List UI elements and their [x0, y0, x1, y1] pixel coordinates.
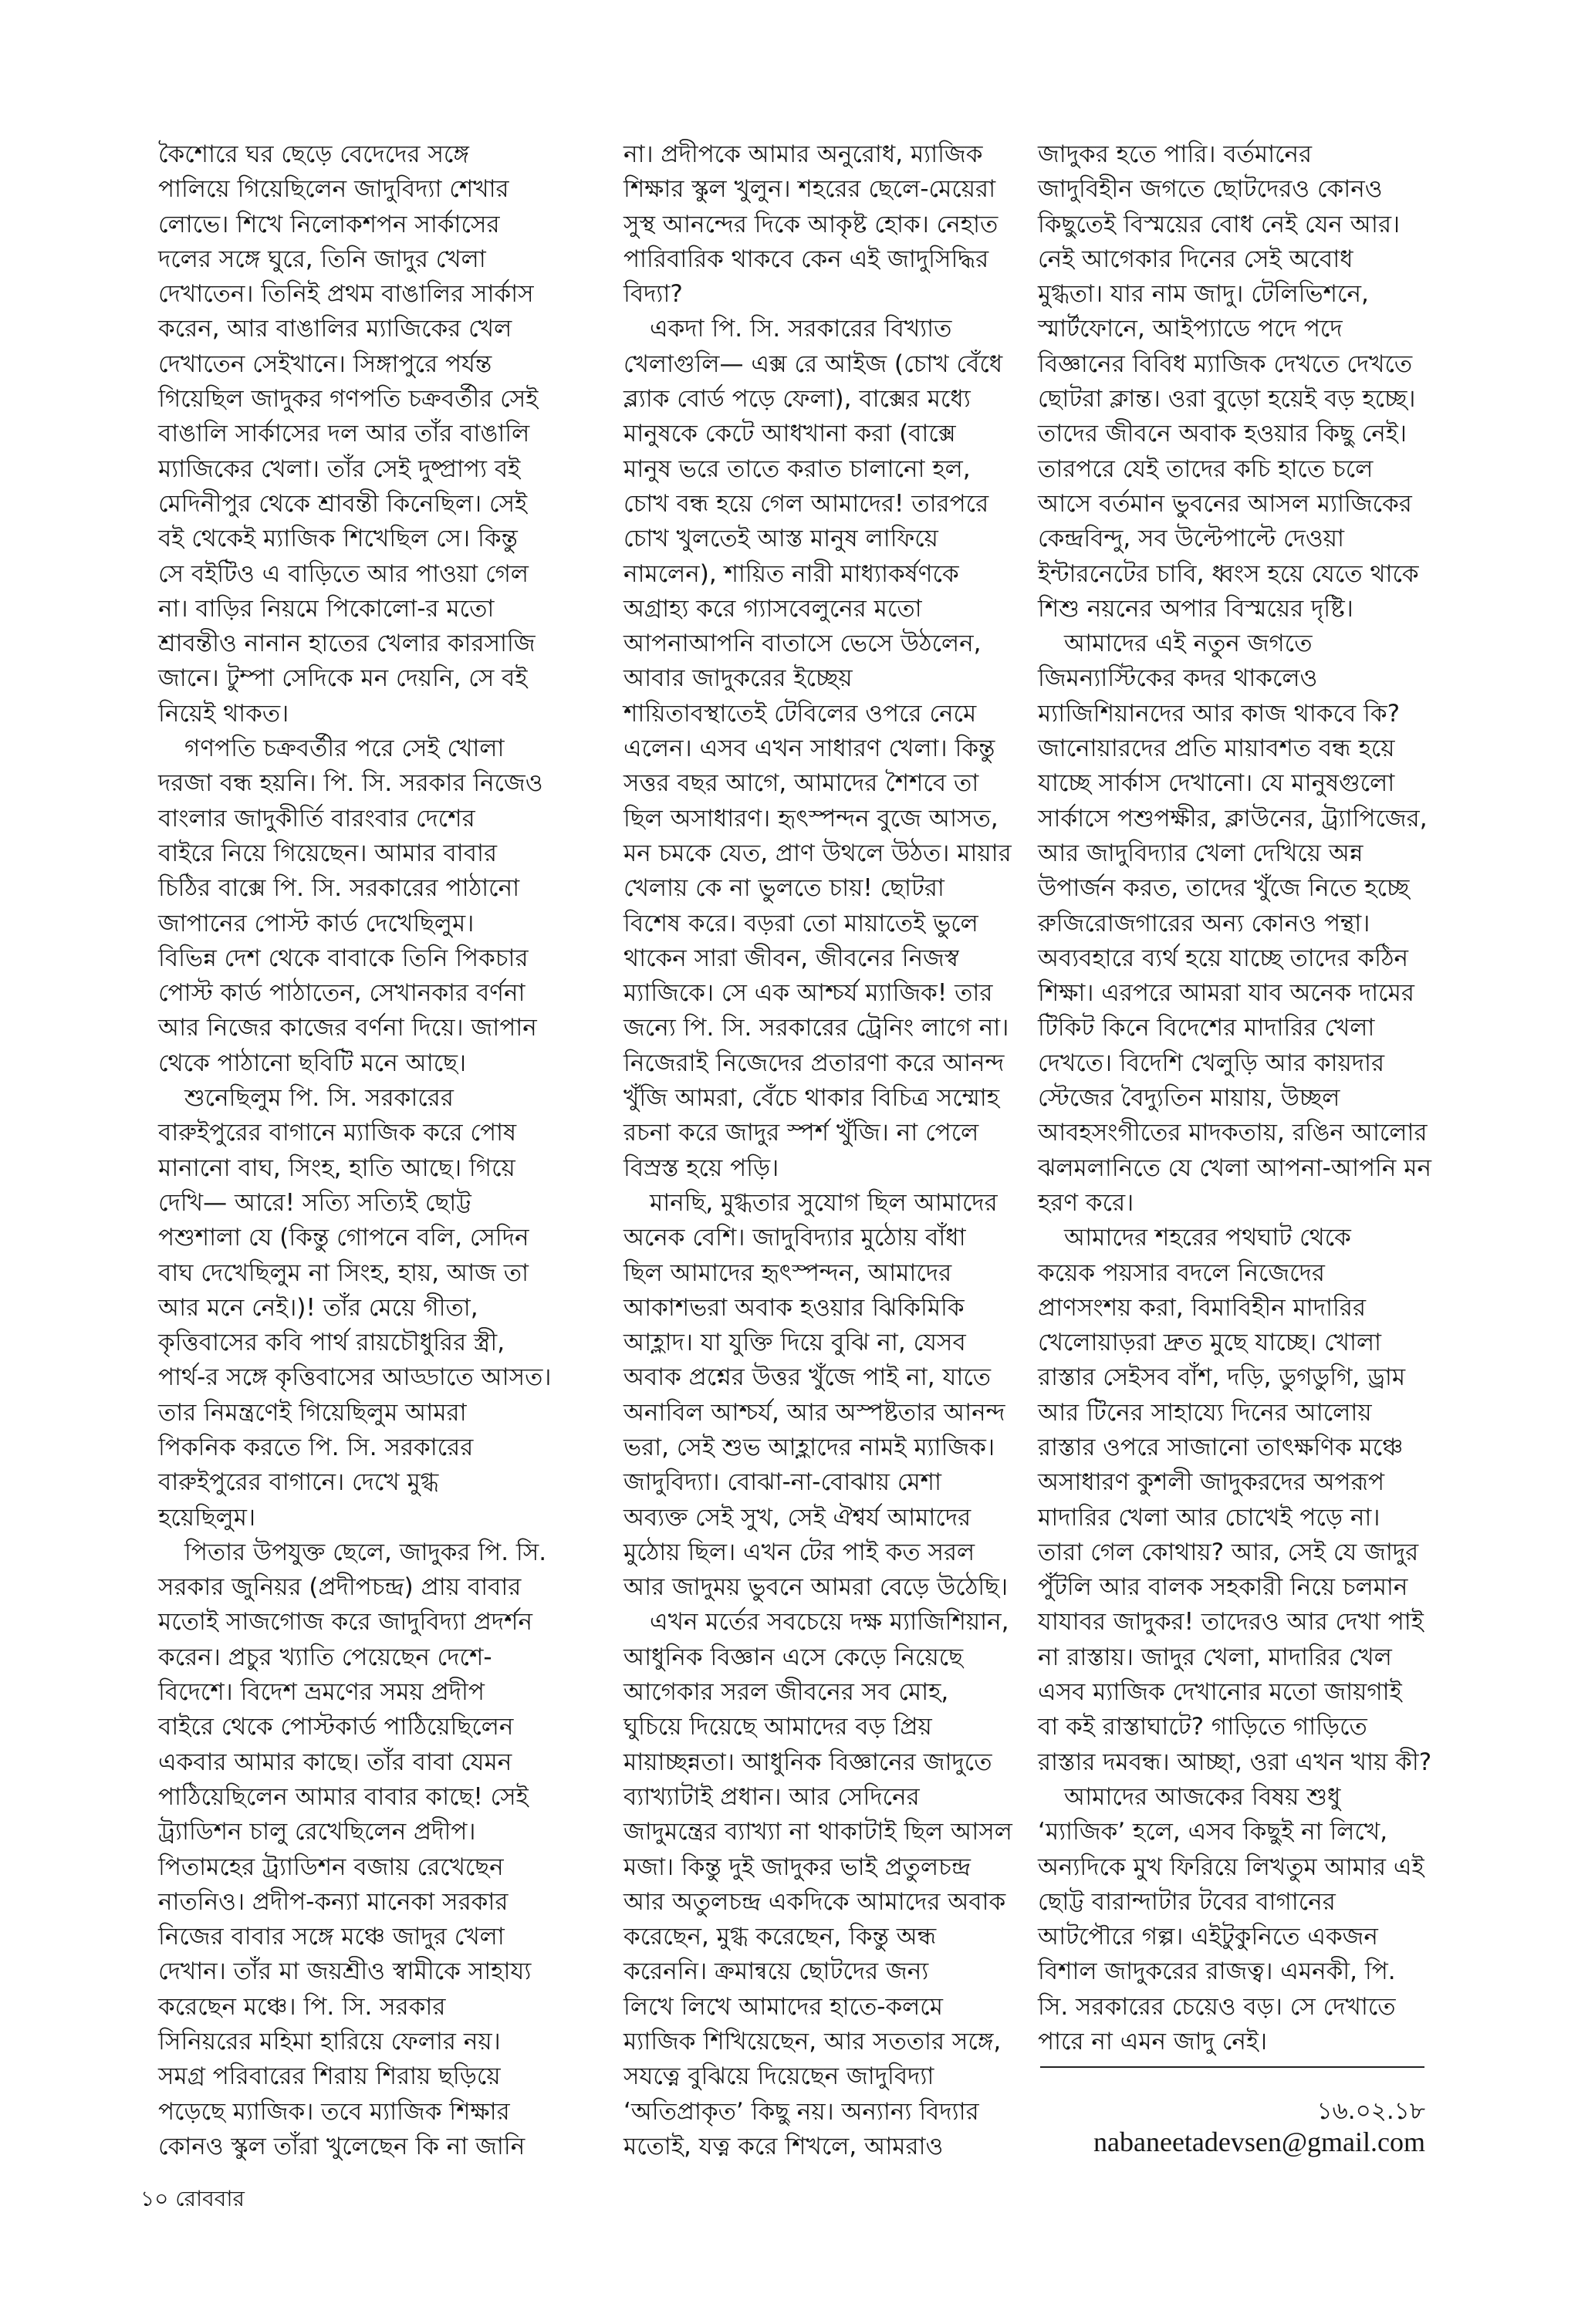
- text-line: বাঙালি সার্কাসের দল আর তাঁর বাঙালি: [158, 420, 530, 448]
- text-line: আধুনিক বিজ্ঞান এসে কেড়ে নিয়েছে: [623, 1643, 963, 1671]
- text-line: অসাধারণ কুশলী জাদুকরদের অপরূপ: [1038, 1468, 1385, 1497]
- text-line: ঝলমলানিতে যে খেলা আপনা-আপনি মন: [1038, 1154, 1431, 1182]
- author-email: nabaneetadevsen@gmail.com: [1093, 2126, 1425, 2157]
- text-line: রাস্তার দমবন্ধ। আচ্ছা, ওরা এখন খায় কী?: [1038, 1748, 1432, 1776]
- text-line: না। প্রদীপকে আমার অনুরোধ, ম্যাজিক: [623, 140, 983, 168]
- text-line: ‘ম্যাজিক’ হলে, এসব কিছুই না লিখে,: [1038, 1818, 1388, 1846]
- text-line: দেখি— আরে! সত্যি সত্যিই ছোট্ট: [158, 1188, 471, 1217]
- text-line: জাদুকর হতে পারি। বর্তমানের: [1038, 140, 1313, 168]
- text-line: আমাদের আজকের বিষয় শুধু: [1064, 1782, 1341, 1811]
- text-line: আবহসংগীতের মাদকতায়, রঙিন আলোর: [1038, 1119, 1428, 1147]
- text-line: মাদারির খেলা আর চোখেই পড়ে না।: [1038, 1503, 1380, 1532]
- text-line: মেদিনীপুর থেকে শ্রাবন্তী কিনেছিল। সেই: [158, 489, 528, 518]
- paragraph: [623, 137, 999, 312]
- text-line: পাঠিয়েছিলেন আমার বাবার কাছে! সেই: [158, 1782, 529, 1811]
- text-line: পড়েছে ম্যাজিক। তবে ম্যাজিক শিক্ষার: [158, 2097, 510, 2126]
- text-line: স্টেজের বৈদ্যুতিন মায়ায়, উচ্ছল: [1038, 1084, 1340, 1113]
- text-line: চোখ খুলতেই আস্ত মানুষ লাফিয়ে: [623, 525, 938, 553]
- text-line: আবার জাদুকরের ইচ্ছেয়: [623, 664, 853, 693]
- text-line: থেকে পাঠানো ছবিটি মনে আছে।: [158, 1049, 467, 1077]
- text-line: কৈশোরে ঘর ছেড়ে বেদেদের সঙ্গে: [158, 140, 469, 168]
- text-line: কোনও স্কুল তাঁরা খুলেছেন কি না জানি: [158, 2132, 525, 2160]
- text-line: বাঘ দেখেছিলুম না সিংহ, হায়, আজ তা: [158, 1258, 529, 1287]
- text-line: করেছেন মঞ্চে। পি. সি. সরকার: [158, 1992, 446, 2021]
- text-line: একবার আমার কাছে। তাঁর বাবা যেমন: [158, 1748, 512, 1776]
- text-line: ম্যাজিক শিখিয়েছেন, আর সততার সঙ্গে,: [623, 2028, 1002, 2056]
- text-line: অবাক প্রশ্নের উত্তর খুঁজে পাই না, যাতে: [623, 1363, 992, 1392]
- text-line: মুঠোয় ছিল। এখন টের পাই কত সরল: [623, 1538, 975, 1566]
- text-line: বারুইপুরের বাগানে ম্যাজিক করে পোষ: [158, 1119, 517, 1147]
- paragraph: [158, 1535, 552, 2164]
- text-line: আর নিজের কাজের বর্ণনা দিয়ে। জাপান: [158, 1014, 537, 1042]
- text-line: ছিল আমাদের হৃৎস্পন্দন, আমাদের: [623, 1258, 952, 1287]
- text-line: শুনেছিলুম পি. সি. সরকারের: [184, 1084, 454, 1113]
- text-line: তার নিমন্ত্রণেই গিয়েছিলুম আমরা: [158, 1398, 467, 1427]
- article-column-2: [623, 137, 1012, 2164]
- text-line: অব্যক্ত সেই সুখ, সেই ঐশ্বর্য আমাদের: [623, 1503, 972, 1532]
- page-footer: [140, 2182, 245, 2218]
- text-line: শ্রাবন্তীও নানান হাতের খেলার কারসাজি: [158, 630, 536, 658]
- text-line: আসে বর্তমান ভুবনের আসল ম্যাজিকের: [1038, 489, 1412, 518]
- text-line: ঘুচিয়ে দিয়েছে আমাদের বড় প্রিয়: [623, 1713, 932, 1741]
- text-line: আটপৌরে গল্প। এইটুকুনিতে একজন: [1038, 1923, 1378, 1951]
- text-line: নিয়েই থাকত।: [158, 699, 289, 728]
- text-line: উপার্জন করত, তাদের খুঁজে নিতে হচ্ছে: [1038, 874, 1410, 903]
- text-line: দেখতে। বিদেশি খেলুড়ি আর কায়দার: [1038, 1049, 1385, 1077]
- text-line: জাদুবিহীন জগতে ছোটদেরও কোনও: [1038, 175, 1383, 204]
- text-line: তারা গেল কোথায়? আর, সেই যে জাদুর: [1038, 1538, 1419, 1566]
- text-line: এসব ম্যাজিক দেখানোর মতো জায়গাই: [1038, 1678, 1402, 1707]
- text-line: না রাস্তায়। জাদুর খেলা, মাদারির খেল: [1038, 1643, 1392, 1671]
- text-line: পিতার উপযুক্ত ছেলে, জাদুকর পি. সি.: [184, 1538, 547, 1566]
- text-line: পারে না এমন জাদু নেই।: [1038, 2028, 1268, 2056]
- text-line: সত্তর বছর আগে, আমাদের শৈশবে তা: [623, 769, 979, 798]
- text-line: দলের সঙ্গে ঘুরে, তিনি জাদুর খেলা: [158, 245, 486, 273]
- text-line: অনাবিল আশ্চর্য, আর অস্পষ্টতার আনন্দ: [623, 1398, 1005, 1427]
- text-line: মুগ্ধতা। যার নাম জাদু। টেলিভিশনে,: [1038, 280, 1369, 309]
- text-line: সযত্নে বুঝিয়ে দিয়েছেন জাদুবিদ্যা: [623, 2062, 934, 2091]
- text-line: ট্র্যাডিশন চালু রেখেছিলেন প্রদীপ।: [158, 1818, 476, 1846]
- text-line: কৃত্তিবাসের কবি পার্থ রায়চৌধুরির স্ত্রী,: [158, 1329, 505, 1357]
- article-column-1: [158, 137, 552, 2164]
- text-line: অব্যবহারে ব্যর্থ হয়ে যাচ্ছে তাদের কঠিন: [1038, 944, 1409, 972]
- text-line: করেন। প্রচুর খ্যাতি পেয়েছেন দেশে-: [158, 1643, 492, 1671]
- text-line: এলেন। এসব এখন সাধারণ খেলা। কিন্তু: [623, 735, 995, 763]
- paragraph: [158, 731, 552, 1081]
- text-line: হয়েছিলুম।: [158, 1503, 256, 1532]
- text-line: মতোই সাজগোজ করে জাদুবিদ্যা প্রদর্শন: [158, 1608, 533, 1637]
- text-line: করেন, আর বাঙালির ম্যাজিকের খেল: [158, 315, 512, 343]
- paragraph: [623, 312, 1012, 1185]
- text-line: বিভিন্ন দেশ থেকে বাবাকে তিনি পিকচার: [158, 944, 529, 972]
- text-line: জন্যে পি. সি. সরকারের ট্রেনিং লাগে না।: [623, 1014, 1009, 1042]
- text-line: যাচ্ছে সার্কাস দেখানো। যে মানুষগুলো: [1038, 769, 1395, 798]
- text-line: টিকিট কিনে বিদেশের মাদারির খেলা: [1038, 1014, 1375, 1042]
- text-line: গিয়েছিল জাদুকর গণপতি চক্রবর্তীর সেই: [158, 385, 539, 414]
- paragraph: [1038, 627, 1431, 1221]
- text-line: পোস্ট কার্ড পাঠাতেন, সেখানকার বর্ণনা: [158, 979, 525, 1008]
- paragraph: [623, 1605, 1012, 2164]
- text-line: বাংলার জাদুকীর্তি বারংবার দেশের: [158, 804, 475, 833]
- text-line: পালিয়ে গিয়েছিলেন জাদুবিদ্যা শেখার: [158, 175, 509, 204]
- text-line: শিশু নয়নের অপার বিস্ময়ের দৃষ্টি।: [1038, 594, 1353, 623]
- text-line: ম্যাজিকে। সে এক আশ্চর্য ম্যাজিক! তার: [623, 979, 993, 1008]
- text-line: জাদুমন্ত্রের ব্যাখ্যা না থাকাটাই ছিল আসল: [623, 1818, 1012, 1846]
- text-line: করেছেন, মুগ্ধ করেছেন, কিন্তু অন্ধ: [623, 1923, 937, 1951]
- text-line: পশুশালা যে (কিন্তু গোপনে বলি, সেদিন: [158, 1224, 529, 1252]
- text-line: বিদেশে। বিদেশ ভ্রমণের সময় প্রদীপ: [158, 1678, 485, 1707]
- text-line: দেখান। তাঁর মা জয়শ্রীও স্বামীকে সাহায্য: [158, 1957, 532, 1986]
- text-line: সুস্থ আনন্দের দিকে আকৃষ্ট হোক। নেহাত: [623, 210, 999, 238]
- article-date: ১৬.০২.১৮: [1316, 2097, 1425, 2125]
- text-line: কয়েক পয়সার বদলে নিজেদের: [1038, 1258, 1325, 1287]
- text-line: জানোয়ারদের প্রতি মায়াবশত বন্ধ হয়ে: [1038, 735, 1395, 763]
- text-line: নামলেন), শায়িত নারী মাধ্যাকর্ষণকে: [623, 559, 959, 588]
- text-line: মতোই, যত্ন করে শিখলে, আমরাও: [623, 2132, 944, 2160]
- text-line: পার্থ-র সঙ্গে কৃত্তিবাসের আড্ডাতে আসত।: [158, 1363, 552, 1392]
- text-line: করেননি। ক্রমান্বয়ে ছোটদের জন্য: [623, 1957, 929, 1986]
- text-line: মানুষ ভরে তাতে করাত চালানো হল,: [623, 454, 971, 483]
- text-line: বিশেষ করে। বড়রা তো মায়াতেই ভুলে: [623, 909, 978, 937]
- text-line: বিজ্ঞানের বিবিধ ম্যাজিক দেখতে দেখতে: [1038, 350, 1413, 378]
- text-line: লোভে। শিখে নিলোকশপন সার্কাসের: [158, 210, 500, 238]
- text-line: ব্ল্যাক বোর্ড পড়ে ফেলা), বাক্সের মধ্যে: [623, 385, 971, 414]
- text-line: ছোটরা ক্লান্ত। ওরা বুড়ো হয়েই বড় হচ্ছে।: [1038, 385, 1416, 414]
- text-line: ছিল অসাধারণ। হৃৎস্পন্দন বুজে আসত,: [623, 804, 999, 833]
- text-line: রাস্তার ওপরে সাজানো তাৎক্ষণিক মঞ্চে: [1038, 1433, 1404, 1461]
- text-line: কিছুতেই বিস্ময়ের বোধ নেই যেন আর।: [1038, 210, 1401, 238]
- text-line: মন চমকে যেত, প্রাণ উথলে উঠত। মায়ার: [623, 839, 1012, 867]
- text-line: বাইরে নিয়ে গিয়েছেন। আমার বাবার: [158, 839, 498, 867]
- text-line: ভরা, সেই শুভ আহ্লাদের নামই ম্যাজিক।: [623, 1433, 995, 1461]
- text-line: সমগ্র পরিবারের শিরায় শিরায় ছড়িয়ে: [158, 2062, 501, 2091]
- text-line: মজা। কিন্তু দুই জাদুকর ভাই প্রতুলচন্দ্র: [623, 1853, 971, 1881]
- text-line: বারুইপুরের বাগানে। দেখে মুগ্ধ: [158, 1468, 439, 1497]
- text-line: জানে। টুম্পা সেদিকে মন দেয়নি, সে বই: [158, 664, 528, 693]
- page-number: ১০: [140, 2186, 169, 2211]
- text-line: ছোট্ট বারান্দাটার টবের বাগানের: [1038, 1887, 1336, 1916]
- text-line: সি. সরকারের চেয়েও বড়। সে দেখাতে: [1038, 1992, 1396, 2021]
- signoff-divider: [1040, 2066, 1424, 2068]
- text-line: তারপরে যেই তাদের কচি হাতে চলে: [1038, 454, 1374, 483]
- text-line: যাযাবর জাদুকর! তাদেরও আর দেখা পাই: [1038, 1608, 1424, 1637]
- text-line: বিশাল জাদুকরের রাজত্ব। এমনকী, পি.: [1038, 1957, 1396, 1986]
- text-line: জাপানের পোস্ট কার্ড দেখেছিলুম।: [158, 909, 475, 937]
- text-line: পারিবারিক থাকবে কেন এই জাদুসিদ্ধির: [623, 245, 989, 273]
- paragraph: [1038, 137, 1431, 627]
- text-line: কেন্দ্রবিন্দু, সব উল্টেপাল্টে দেওয়া: [1038, 525, 1344, 553]
- text-line: ম্যাজিশিয়ানদের আর কাজ থাকবে কি?: [1038, 699, 1401, 728]
- text-line: বাইরে থেকে পোস্টকার্ড পাঠিয়েছিলেন: [158, 1713, 514, 1741]
- text-line: ম্যাজিকের খেলা। তাঁর সেই দুষ্প্রাপ্য বই: [158, 454, 521, 483]
- text-line: স্মার্টফোনে, আইপ্যাডে পদে পদে: [1038, 315, 1343, 343]
- magazine-name: রোববার: [175, 2186, 245, 2211]
- text-line: খেলায় কে না ভুলতে চায়! ছোটরা: [623, 874, 944, 903]
- text-line: খুঁজি আমরা, বেঁচে থাকার বিচিত্র সম্মোহ: [623, 1084, 1000, 1113]
- paragraph: [158, 1081, 552, 1535]
- text-line: সরকার জুনিয়র (প্রদীপচন্দ্র) প্রায় বাবার: [158, 1573, 522, 1602]
- text-line: আহ্লাদ। যা যুক্তি দিয়ে বুঝি না, যেসব: [623, 1329, 966, 1357]
- text-line: অনেক বেশি। জাদুবিদ্যার মুঠোয় বাঁধা: [623, 1224, 966, 1252]
- text-line: লিখে লিখে আমাদের হাতে-কলমে: [623, 1992, 943, 2021]
- text-line: আমাদের এই নতুন জগতে: [1064, 630, 1313, 658]
- text-line: রচনা করে জাদুর স্পর্শ খুঁজি। না পেলে: [623, 1119, 979, 1147]
- text-line: মায়াচ্ছন্নতা। আধুনিক বিজ্ঞানের জাদুতে: [623, 1748, 992, 1776]
- text-line: আগেকার সরল জীবনের সব মোহ,: [623, 1678, 949, 1707]
- text-line: আর অতুলচন্দ্র একদিকে আমাদের অবাক: [623, 1887, 1006, 1916]
- text-line: নেই আগেকার দিনের সেই অবোধ: [1038, 245, 1353, 273]
- text-line: আর জাদুময় ভুবনে আমরা বেড়ে উঠেছি।: [623, 1573, 1009, 1602]
- text-line: ইন্টারনেটের চাবি, ধ্বংস হয়ে যেতে থাকে: [1038, 559, 1419, 588]
- text-line: বই থেকেই ম্যাজিক শিখেছিল সে। কিন্তু: [158, 525, 518, 553]
- text-line: নিজের বাবার সঙ্গে মঞ্চে জাদুর খেলা: [158, 1923, 505, 1951]
- text-line: মানুষকে কেটে আধখানা করা (বাক্সে: [623, 420, 956, 448]
- text-line: তাদের জীবনে অবাক হওয়ার কিছু নেই।: [1038, 420, 1407, 448]
- text-line: প্রাণসংশয় করা, বিমাবিহীন মাদারির: [1038, 1293, 1367, 1322]
- text-line: নিজেরাই নিজেদের প্রতারণা করে আনন্দ: [623, 1049, 1005, 1077]
- text-line: আর জাদুবিদ্যার খেলা দেখিয়ে অন্ন: [1038, 839, 1364, 867]
- paragraph: [158, 137, 552, 731]
- text-line: শিক্ষার স্কুল খুলুন। শহরের ছেলে-মেয়েরা: [623, 175, 996, 204]
- text-line: সে বইটিও এ বাড়িতে আর পাওয়া গেল: [158, 559, 529, 588]
- text-line: বিদ্যা?: [623, 280, 683, 309]
- text-line: ‘অতিপ্রাকৃত’ কিছু নয়। অন্যান্য বিদ্যার: [623, 2097, 979, 2126]
- text-line: বা কই রাস্তাঘাটে? গাড়িতে গাড়িতে: [1038, 1713, 1367, 1741]
- text-line: গণপতি চক্রবর্তীর পরে সেই খোলা: [184, 735, 505, 763]
- text-line: দেখাতেন সেইখানে। সিঙ্গাপুরে পর্যন্ত: [158, 350, 492, 378]
- text-line: আমাদের শহরের পথঘাট থেকে: [1064, 1224, 1351, 1252]
- text-line: শায়িতাবস্থাতেই টেবিলের ওপরে নেমে: [623, 699, 977, 728]
- text-line: সিনিয়রের মহিমা হারিয়ে ফেলার নয়।: [158, 2028, 501, 2056]
- text-line: রাস্তার সেইসব বাঁশ, দড়ি, ডুগডুগি, ড্রাম: [1038, 1363, 1406, 1392]
- text-line: অগ্রাহ্য করে গ্যাসবেলুনের মতো: [623, 594, 922, 623]
- text-line: দরজা বন্ধ হয়নি। পি. সি. সরকার নিজেও: [158, 769, 543, 798]
- text-line: জাদুবিদ্যা। বোঝা-না-বোঝায় মেশা: [623, 1468, 941, 1497]
- text-line: খেলোয়াড়রা দ্রুত মুছে যাচ্ছে। খোলা: [1038, 1329, 1382, 1357]
- text-line: রুজিরোজগারের অন্য কোনও পন্থা।: [1038, 909, 1370, 937]
- text-line: নাতনিও। প্রদীপ-কন্যা মানেকা সরকার: [158, 1887, 509, 1916]
- text-line: সার্কাসে পশুপক্ষীর, ক্লাউনের, ট্র্যাপিজের,: [1038, 804, 1428, 833]
- text-line: পুঁটলি আর বালক সহকারী নিয়ে চলমান: [1038, 1573, 1408, 1602]
- text-line: বিস্রস্ত হয়ে পড়ি।: [623, 1154, 779, 1182]
- text-line: শিক্ষা। এরপরে আমরা যাব অনেক দামের: [1038, 979, 1414, 1008]
- text-line: পিতামহের ট্র্যাডিশন বজায় রেখেছেন: [158, 1853, 504, 1881]
- text-line: আর মনে নেই।)! তাঁর মেয়ে গীতা,: [158, 1293, 478, 1322]
- text-line: চোখ বন্ধ হয়ে গেল আমাদের! তারপরে: [623, 489, 989, 518]
- text-line: মানানো বাঘ, সিংহ, হাতি আছে। গিয়ে: [158, 1154, 515, 1182]
- text-line: খেলাগুলি— এক্স রে আইজ (চোখ বেঁধে: [623, 350, 1003, 378]
- text-line: না। বাড়ির নিয়মে পিকোলো-র মতো: [158, 594, 495, 623]
- text-line: আকাশভরা অবাক হওয়ার ঝিকিমিকি: [623, 1293, 965, 1322]
- text-line: দেখাতেন। তিনিই প্রথম বাঙালির সার্কাস: [158, 280, 534, 309]
- text-line: চিঠির বাক্সে পি. সি. সরকারের পাঠানো: [158, 874, 520, 903]
- paragraph: [623, 1186, 1009, 1606]
- article-column-3: [1038, 137, 1431, 2059]
- text-line: এখন মর্তের সবচেয়ে দক্ষ ম্যাজিশিয়ান,: [650, 1608, 1009, 1637]
- text-line: পিকনিক করতে পি. সি. সরকারের: [158, 1433, 474, 1461]
- text-line: ব্যাখ্যাটাই প্রধান। আর সেদিনের: [623, 1782, 920, 1811]
- text-line: মানছি, মুগ্ধতার সুযোগ ছিল আমাদের: [650, 1188, 998, 1217]
- text-line: থাকেন সারা জীবন, জীবনের নিজস্ব: [623, 944, 959, 972]
- paragraph: [1038, 1221, 1431, 1780]
- text-line: একদা পি. সি. সরকারের বিখ্যাত: [650, 315, 952, 343]
- text-line: অন্যদিকে মুখ ফিরিয়ে লিখতুম আমার এই: [1038, 1853, 1424, 1881]
- text-line: আপনাআপনি বাতাসে ভেসে উঠলেন,: [623, 630, 982, 658]
- text-line: জিমন্যাস্টিকের কদর থাকলেও: [1038, 664, 1318, 693]
- text-line: হরণ করে।: [1038, 1188, 1134, 1217]
- text-line: আর টিনের সাহায্যে দিনের আলোয়: [1038, 1398, 1372, 1427]
- paragraph: [1038, 1780, 1431, 2059]
